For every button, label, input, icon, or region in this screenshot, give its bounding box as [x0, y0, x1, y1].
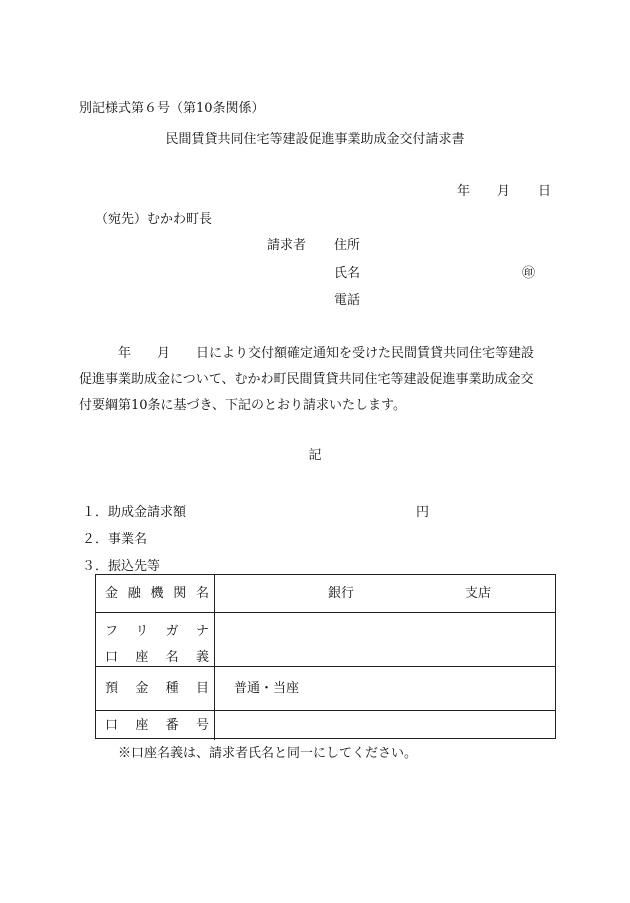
item-number: ３． — [82, 559, 109, 574]
item-number: １． — [82, 505, 109, 520]
item-label: 振込先等 — [108, 559, 161, 574]
body-text-line: 促進事業助成金について、むかわ町民間賃貸共同住宅等建設促進事業助成金交 — [79, 372, 534, 387]
seal-mark: ㊞ — [522, 266, 536, 281]
value-cell-account-number[interactable] — [215, 711, 555, 740]
bank-word: 銀行 — [328, 586, 355, 601]
phone-label: 電話 — [334, 293, 361, 308]
item-claim-amount — [82, 505, 186, 521]
account-number-label: 口 座 番 号 — [105, 718, 209, 733]
table-row-bank — [96, 575, 555, 613]
form-number: 別記様式第６号（第10条関係） — [79, 101, 265, 116]
branch-word: 支店 — [465, 586, 492, 601]
body-text-line: 付要綱第10条に基づき、下記のとおり請求いたします。 — [79, 398, 406, 413]
value-cell-bank[interactable] — [215, 575, 555, 612]
deposit-type-label: 預 金 種 目 — [105, 681, 209, 696]
bank-account-table — [95, 574, 556, 739]
table-row-account-number — [96, 711, 555, 740]
label-cell — [96, 613, 215, 666]
deposit-type-value: 普通・当座 — [234, 681, 300, 696]
address-label: 住所 — [334, 238, 361, 253]
yen-unit: 円 — [416, 505, 430, 520]
ki-heading: 記 — [308, 448, 322, 463]
account-holder-label: 口 座 名 義 — [105, 650, 209, 665]
item-label: 事業名 — [108, 532, 148, 547]
table-row-deposit-type — [96, 667, 555, 711]
label-cell — [96, 575, 215, 612]
furigana-label: フ リ ガ ナ — [105, 624, 209, 639]
table-row-account-holder — [96, 613, 555, 667]
requester-label: 請求者 — [267, 238, 307, 253]
body-text-line: 年 月 日により交付額確定通知を受けた民間賃貸共同住宅等建設 — [79, 346, 535, 361]
item-project-name — [82, 532, 147, 548]
note-text: ※口座名義は、請求者氏名と同一にしてください。 — [118, 746, 418, 761]
item-transfer-details — [82, 559, 160, 575]
value-cell-deposit-type[interactable] — [215, 667, 555, 710]
addressee: （宛先）むかわ町長 — [95, 212, 213, 227]
date-day-label: 日 — [538, 184, 552, 199]
value-cell-account-holder[interactable] — [215, 613, 555, 666]
bank-label: 金 融 機 関 名 — [105, 586, 209, 601]
date-month-label: 月 — [497, 184, 511, 199]
name-label: 氏名 — [334, 266, 361, 281]
date-year-label: 年 — [457, 184, 471, 199]
item-label: 助成金請求額 — [108, 505, 187, 520]
label-cell — [96, 667, 215, 710]
document-title: 民間賃貸共同住宅等建設促進事業助成金交付請求書 — [165, 132, 465, 147]
label-cell — [96, 711, 215, 740]
item-number: ２． — [82, 532, 109, 547]
